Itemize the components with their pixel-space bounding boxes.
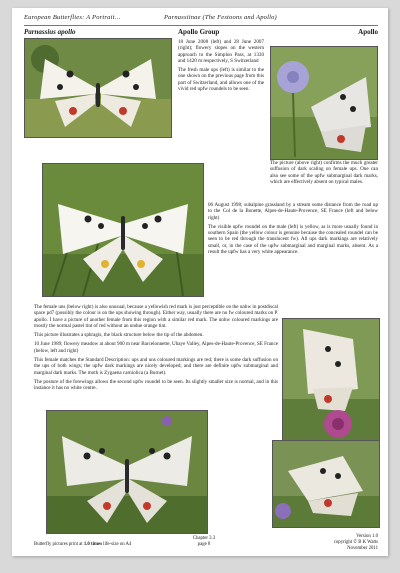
paragraph: The female uns (below right) is also unusual, because a yellowish red mark is just perceptible on the unhw in postdiscal space pd7 (possibly the colour is on the ups showing through). Either way, usually there are no fw coloured marks on P. apollo. I have a picture of another female from this region with a similar red mark. The unhw coloured markings are mostly the normal pastel tint of red without an undue orange tint.	[34, 304, 279, 329]
photo-female-side-view	[272, 440, 380, 528]
group-title: Apollo Group	[178, 28, 220, 36]
document-page	[12, 8, 388, 556]
photo-male-grassland	[42, 163, 204, 297]
header-right: Parnassiinae (The Festoons and Apollo)	[164, 14, 277, 21]
paragraph: The posture of the forewings allows the second upfw roundel to be seen. Its slightly smaller size is normal, and in this instance it has no white centre.	[34, 378, 278, 392]
footer-version: Version 1.0 copyright © B K Watts November 2011	[333, 534, 378, 551]
footer-print-note: Butterfly pictures print at 1.0 times life-size on A4	[34, 542, 132, 547]
text-block-simplon	[178, 39, 264, 95]
header-rule	[24, 25, 378, 26]
photo-female-underside	[282, 318, 380, 442]
text-block-bonette	[208, 202, 378, 258]
paragraph: This picture illustrates a sphragis, the black structure below the tip of the abdomen.	[34, 332, 204, 339]
photo-female-with-moth	[46, 410, 208, 534]
paragraph: This female matches the Standard Description: ups and uns coloured markings are red; there is some dark suffusion on the ups of both wings; the upfw dark markings are nicely developed; and there are definite upfw submarginal and marginal dark marks. The moth is Zygaena carniolica (a Burnet).	[34, 357, 278, 376]
header-left: European Butterflies: A Portrait…	[24, 14, 121, 21]
text-block-female-suffusion	[270, 160, 378, 188]
paragraph: 10 June 1989; flowery meadow at about 900 m near Barcelonnette, Ubaye Valley, Alpes-de-Haute-Provence, SE France (below, left and right)	[34, 341, 278, 354]
photo-male-upperside	[24, 38, 172, 138]
paragraph: 06 August 1998; subalpine grassland by a stream some distance from the road up to the Col de la Bonette, Alpes-de-Haute-Provence, SE France (left and below right)	[208, 202, 378, 221]
paragraph: The visible upfw roundel on the male (left) is yellow, as is more usually found in southern Spain (the yellow colour is genuine because the concealed roundel can be seen to be red through the translucent fw). All ups dark markings are relatively small, or, in the case of the upfw submarginal and marginal marks, absent. As a result the upfw has a very white appearance.	[208, 223, 378, 256]
species-name: Parnassius apollo	[24, 28, 76, 36]
common-name: Apollo	[358, 28, 378, 36]
paragraph: 18 June 2008 (left) and 28 June 2007 (right); flowery slopes on the western approach to the Simplon Pass, at 1330 and 1420 m respectively, S Switzerland	[178, 39, 264, 64]
text-block-female-unusual	[34, 304, 278, 395]
footer-chapter: Chapter 3.3 page 8	[192, 536, 216, 547]
photo-female-scabious	[270, 46, 378, 160]
paragraph: The fresh male ups (left) is similar to the one shown on the previous page from this part of Switzerland, and allows one of the vivid red upfw roundels to be seen.	[178, 67, 264, 93]
paragraph: The picture (above right) confirms the much greater suffusion of dark scaling on female ups. One can also see some of the upfw submarginal dark marks, which are effectively absent on typical males.	[270, 160, 378, 185]
